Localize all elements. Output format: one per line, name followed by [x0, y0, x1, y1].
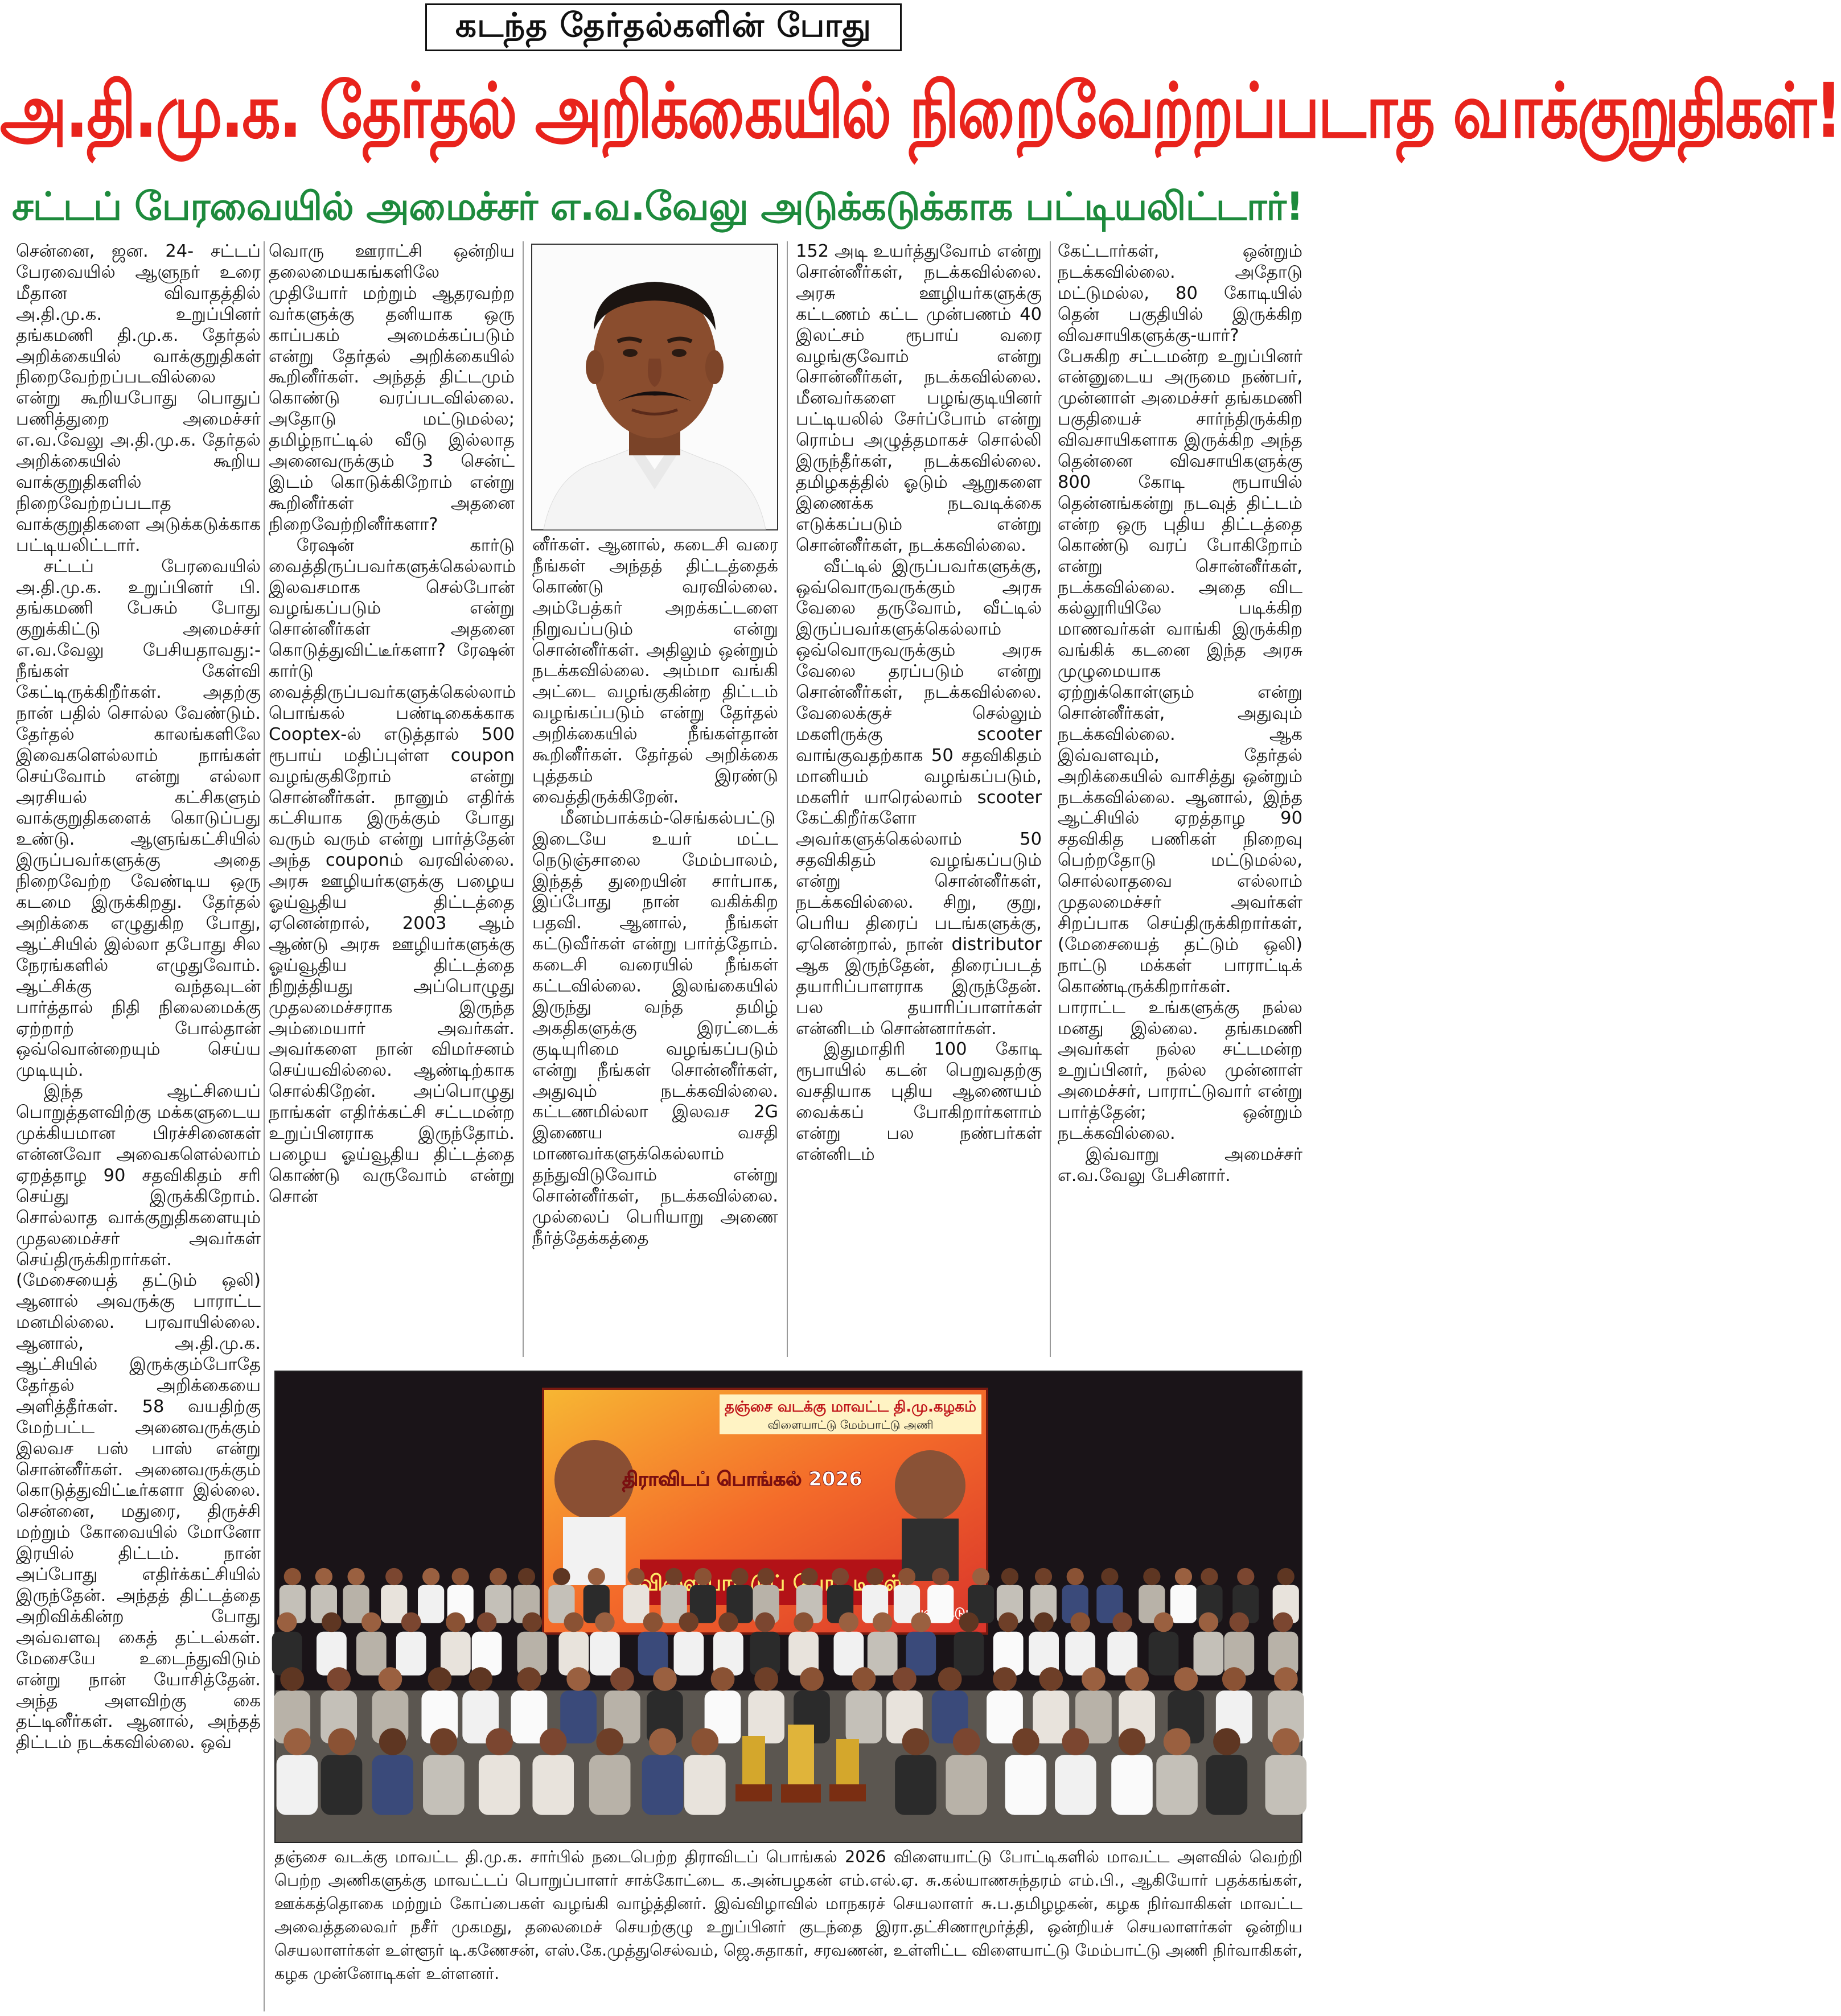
column-rule [1050, 241, 1051, 1357]
subheadline: சட்டப் பேரவையில் அமைச்சர் எ.வ.வேலு அடுக்கடுக்காக பட்டியலிட்டார்! [12, 184, 1303, 229]
crowd-person-head [643, 1612, 663, 1632]
crowd-person-head [1039, 1667, 1063, 1691]
crowd-person-head [932, 1568, 949, 1585]
article-paragraph: இந்த ஆட்சியைப் பொறுத்தளவிற்கு மக்களுடைய முக்கியமான பிரச்சினைகள் என்னவோ அவைகளெல்லாம் ஏறத்தாழ 90 சதவிகிதம் சரி செய்து இருக்கிறோம். சொல்லாத வாக்குறுதிகளையும் முதலமைச்சர் அவர்கள் செய்திருக்கிறார்கள். (மேசையைத் தட்டும் ஒலி) ஆனால் அவருக்கு பாராட்ட மனமில்லை. பரவாயில்லை. ஆனால், அ.தி.மு.க. ஆட்சியில் இருக்கும்போதே தேர்தல் அறிக்கையை அளித்தீர்கள். 58 வயதிற்கு மேற்பட்ட அனைவருக்கும் இலவச பஸ் பாஸ் என்று சொன்னீர்கள். அனைவருக்கும் கொடுத்துவிட்டீர்களா இல்லை. சென்னை, மதுரை, திருச்சி மற்றும் கோவையில் மோனோ இரயில் திட்டம். நான் அப்போது எதிர்க்கட்சியில் இருந்தேன். அந்தத் திட்டத்தை அறிவிக்கின்ற போது அவ்வளவு கைத் தட்டல்கள். மேசையே உடைந்துவிடும் என்று நான் யோசித்தேன். அந்த அளவிற்கு கை தட்டினீர்கள். ஆனால், அந்தத் திட்டம் நடக்கவில்லை. ஒவ் [16, 1081, 261, 1753]
banner-wing: விளையாட்டு மேம்பாட்டு அணி [767, 1418, 934, 1431]
crowd-person-body [846, 1690, 882, 1743]
crowd-person-head [953, 1728, 980, 1755]
crowd-person-body [1194, 1632, 1224, 1676]
crowd-person-head [801, 1568, 818, 1585]
crowd-person-head [540, 1728, 567, 1755]
crowd-person-head [430, 1728, 458, 1755]
article-column-2 [269, 241, 515, 1355]
crowd-person-body [1156, 1755, 1198, 1815]
event-group-photo [274, 1371, 1302, 1843]
crowd-person-head [1272, 1728, 1300, 1755]
crowd-person-head [902, 1728, 930, 1755]
crowd-person-head [401, 1612, 421, 1632]
crowd-person-head [757, 1568, 774, 1585]
minister-portrait [531, 244, 778, 530]
crowd-person-head [665, 1568, 683, 1585]
crowd-person-head [1101, 1568, 1118, 1585]
crowd-person-head [280, 1667, 304, 1691]
crowd-person-head [588, 1568, 605, 1585]
crowd-person-head [711, 1667, 735, 1691]
crowd-person-body [895, 1755, 936, 1815]
crowd-person-head [477, 1612, 497, 1632]
crowd-person-head [284, 1568, 301, 1585]
crowd-person-body [396, 1632, 426, 1676]
article-paragraph: வொரு ஊராட்சி ஒன்றிய தலைமையகங்களிலே முதியோர் மற்றும் ஆதரவற்ற வர்களுக்கு தனியாக ஒரு காப்பகம் அமைக்கப்படும் என்று தேர்தல் அறிக்கையில் கூறினீர்கள். அந்தத் திட்டமும் கொண்டு வரப்படவில்லை. அதோடு மட்டுமல்ல; தமிழ்நாட்டில் வீடு இல்லாத அனைவருக்கும் 3 சென்ட் இடம் கொடுக்கிறோம் என்று கூறினீர்கள் அதனை நிறைவேற்றினீர்களா? [269, 241, 515, 534]
crowd-person-head [938, 1667, 962, 1691]
crowd-person-body [560, 1690, 597, 1743]
crowd-person-head [755, 1612, 775, 1632]
crowd-person-head [1274, 1667, 1298, 1691]
crowd-person-head [1230, 1612, 1250, 1632]
crowd-person-head [718, 1612, 738, 1632]
crowd-person-body [479, 1755, 520, 1815]
crowd-person-head [794, 1612, 813, 1632]
crowd-person-head [898, 1568, 915, 1585]
crowd-person-head [1154, 1612, 1174, 1632]
crowd-person-head [1070, 1612, 1090, 1632]
crowd-person-head [379, 1728, 406, 1755]
crowd-person-head [1201, 1568, 1218, 1585]
article-paragraph: சட்டப் பேரவையில் அ.தி.மு.க. உறுப்பினர் பி. தங்கமணி பேசும் போது குறுக்கிட்டு அமைச்சர் எ.வ.வேலு பேசியதாவது:- நீங்கள் கேள்வி கேட்டிருக்கிறீர்கள். அதற்கு நான் பதில் சொல்ல வேண்டும். தேர்தல் காலங்களிலே இவைகளெல்லாம் நாங்கள் செய்வோம் என்று எல்லா அரசியல் கட்சிகளும் வாக்குறுதிகளைக் கொடுப்பது உண்டு. ஆளுங்கட்சியில் இருப்பவர்களுக்கு அதை நிறைவேற்ற வேண்டிய ஒரு கடமை இருக்கிறது. தேர்தல் அறிக்கை எழுதுகிற போது, ஆட்சியில் இல்லா தபோது சில நேரங்களில் எழுதுவோம். ஆட்சிக்கு வந்தவுடன் பார்த்தால் நிதி நிலைமைக்கு ஏற்றாற் போல்தான் ஒவ்வொன்றையும் செய்ய முடியும். [16, 556, 261, 1081]
crowd-person-head [959, 1612, 979, 1632]
crowd-person-head [596, 1728, 623, 1755]
column-rule [523, 241, 524, 1357]
crowd-person-head [422, 1568, 439, 1585]
crowd-person-head [517, 1667, 541, 1691]
crowd-person-head [832, 1568, 849, 1585]
crowd-person-body [673, 1632, 704, 1676]
crowd-person-head [1012, 1728, 1039, 1755]
crowd-person-head [322, 1612, 342, 1632]
crowd-person-head [800, 1667, 824, 1691]
crowd-person-body [1206, 1755, 1248, 1815]
crowd-person-body [372, 1755, 413, 1815]
crowd-person-body [927, 1585, 954, 1623]
crowd-person-head [564, 1612, 584, 1632]
crowd-person-body [532, 1755, 574, 1815]
crowd-person-head [566, 1667, 590, 1691]
headline: அ.தி.மு.க. தேர்தல் அறிக்கையில் நிறைவேற்றப்படாத வாக்குறுதிகள்! [0, 67, 1841, 155]
crowd-person-head [852, 1667, 876, 1691]
crowd-person-head [490, 1568, 507, 1585]
crowd-person-head [649, 1728, 676, 1755]
crowd-person-body [868, 1632, 898, 1676]
group-photo-illustration [276, 1372, 1301, 1842]
crowd-person-head [446, 1612, 466, 1632]
crowd-person-head [1034, 1612, 1054, 1632]
crowd-person-body [356, 1632, 387, 1676]
crowd-person-head [1143, 1568, 1160, 1585]
article-paragraph: இவ்வாறு அமைச்சர் எ.வ.வேலு பேசினார். [1058, 1144, 1302, 1186]
crowd-person-head [523, 1612, 543, 1632]
crowd-person-head [595, 1612, 615, 1632]
crowd-person-head [315, 1568, 332, 1585]
crowd-person-head [553, 1568, 570, 1585]
crowd-person-head [1082, 1667, 1106, 1691]
crowd-person-head [379, 1667, 402, 1691]
article-paragraph: மீனம்பாக்கம்-செங்கல்பட்டு இடையே உயர் மட்ட நெடுஞ்சாலை மேம்பாலம், இந்தத் துறையின் சார்பாக, இப்போது நான் வகிக்கிற பதவி. ஆனால், நீங்கள் கட்டுவீர்கள் என்று பார்த்தோம். கடைசி வரையில் நீங்கள் கட்டவில்லை. இலங்கையில் இருந்து வந்த தமிழ் அகதிகளுக்கு இரட்டைக் குடியுரிமை வழங்கப்படும் என்று நீங்கள் சொன்னீர்கள், அதுவும் நடக்கவில்லை. கட்டணமில்லா இலவச 2G இணைய வசதி மாணவர்களுக்கெல்லாம் தந்துவிடுவோம் என்று சொன்னீர்கள், நடக்கவில்லை. முல்லைப் பெரியாறு அணை நீர்த்தேக்கத்தை [532, 808, 778, 1248]
crowd-person-head [1237, 1568, 1254, 1585]
crowd-person-body [1149, 1632, 1179, 1676]
crowd-person-head [1213, 1728, 1240, 1755]
crowd-person-body [954, 1632, 984, 1676]
crowd-person-head [1067, 1568, 1084, 1585]
crowd-person-body [1055, 1755, 1096, 1815]
crowd-person-head [692, 1728, 719, 1755]
crowd-person-head [972, 1568, 989, 1585]
crowd-person-head [428, 1667, 451, 1691]
article-paragraph: கேட்டார்கள், ஒன்றும் நடக்கவில்லை. அதோடு மட்டுமல்ல, 80 கோடியில் தென் பகுதியில் இருக்கிற விவசாயிகளுக்கு-யார்? பேசுகிற சட்டமன்ற உறுப்பினர் என்னுடைய அருமை நண்பர், முன்னாள் அமைச்சர் தங்கமணி பகுதியைச் சார்ந்திருக்கிற விவசாயிகளாக இருக்கிற அந்த தென்னை விவசாயிகளுக்கு 800 கோடி ரூபாயில் தென்னங்கன்று நடவுத் திட்டம் என்ற ஒரு புதிய திட்டத்தை கொண்டு வரப் போகிறோம் என்று சொன்னீர்கள், நடக்கவில்லை. அதை விட கல்லூரியிலே படிக்கிற மாணவர்கள் வாங்கி இருக்கிற வங்கிக் கடனை இந்த அரசு முழுமையாக ஏற்றுக்கொள்ளும் என்று சொன்னீர்கள், அதுவும் நடக்கவில்லை. ஆக இவ்வளவும், தேர்தல் அறிக்கையில் வாசித்து ஒன்றும் நடக்கவில்லை. ஆனால், இந்த ஆட்சியில் ஏறத்தாழ 90 சதவிகித பணிகள் நிறைவு பெற்றதோடு மட்டுமல்ல, சொல்லாதவை எல்லாம் முதலமைச்சர் அவர்கள் சிறப்பாக செய்திருக்கிறார்கள், (மேசையைத் தட்டும் ஒலி) நாட்டு மக்கள் பாராட்டிக் கொண்டிருக்கிறார்கள். பாராட்ட உங்களுக்கு நல்ல மனது இல்லை. தங்கமணி அவர்கள் நல்ல சட்டமன்ற உறுப்பினர், நல்ல முன்னாள் அமைச்சர், பாராட்டுவார் என்று பார்த்தேன்; ஒன்றும் நடக்கவில்லை. [1058, 241, 1302, 1144]
crowd-person-head [754, 1667, 778, 1691]
kicker-label: கடந்த தேர்தல்களின் போது [425, 3, 902, 51]
banner-games-title: விளையாட்டுப் போட்டிகள் [638, 1570, 903, 1595]
crowd-person-head [1112, 1612, 1132, 1632]
crowd-person-head [911, 1612, 931, 1632]
crowd-person-body [1005, 1755, 1047, 1815]
banner-organization: தஞ்சை வடக்கு மாவட்ட தி.மு.கழகம் [725, 1398, 976, 1416]
crowd-person-head [679, 1612, 699, 1632]
crowd-person-head [839, 1612, 859, 1632]
crowd-person-head [610, 1667, 634, 1691]
crowd-person-body [748, 1690, 784, 1743]
crowd-person-head [1125, 1667, 1149, 1691]
crowd-person-head [1001, 1568, 1018, 1585]
crowd-person-body [590, 1632, 620, 1676]
crowd-person-head [328, 1728, 355, 1755]
crowd-person-head [627, 1568, 644, 1585]
crowd-person-body [423, 1755, 465, 1815]
crowd-person-head [1273, 1612, 1293, 1632]
crowd-person-head [283, 1728, 311, 1755]
crowd-person-head [993, 1667, 1017, 1691]
crowd-person-head [1035, 1568, 1052, 1585]
article-column-4 [796, 241, 1042, 1355]
article-column-1 [16, 241, 261, 2006]
article-column-3 [532, 535, 778, 1355]
crowd-person-head [653, 1667, 677, 1691]
crowd-person-head [518, 1568, 535, 1585]
crowd-person-head [469, 1667, 492, 1691]
crowd-person-body [946, 1755, 987, 1815]
column-rule [264, 241, 265, 2011]
article-paragraph: இதுமாதிரி 100 கோடி ரூபாயில் கடன் பெறுவதற்கு வசதியாக புதிய ஆணையம் வைக்கப் போகிறார்களாம் என்று பல நண்பர்கள் என்னிடம் [796, 1039, 1042, 1165]
crowd-person-head [866, 1568, 883, 1585]
photo-caption: தஞ்சை வடக்கு மாவட்ட தி.மு.க. சார்பில் நடைபெற்ற திராவிடப் பொங்கல் 2026 விளையாட்டு போட்டிகளில் மாவட்ட அளவில் வெற்றி பெற்ற அணிகளுக்கு மாவட்டப் பொறுப்பாளர் சாக்கோட்டை க.அன்பழகன் எம்.எல்.ஏ. சு.கல்யாணசுந்தரம் எம்.பி., ஆகியோர் பதக்கங்கள், ஊக்கத்தொகை மற்றும் கோப்பைகள் வழங்கி வாழ்த்தினர். இவ்விழாவில் மாநகரச் செயலாளர் சு.ப.தமிழழகன், கழக நிர்வாகிகள் மாவட்ட அவைத்தலைவர் நசீர் முகமது, தலைமைச் செயற்குழு உறுப்பினர் குடந்தை இரா.தட்சிணாமூர்த்தி, ஒன்றியச் செயலாளர்கள் ஒன்றிய செயலாளர்கள் உள்ளூர் டி.கணேசன், எஸ்.கே.முத்துசெல்வம், ஜெ.சுதாகர், சரவணன், உள்ளிட்ட விளையாட்டு மேம்பாட்டு அணி நிர்வாகிகள், கழக முன்னோடிகள் உள்ளனர். [274, 1848, 1302, 1983]
crowd-person-head [361, 1612, 381, 1632]
crowd-person-head [385, 1568, 402, 1585]
crowd-person-head [1175, 1568, 1192, 1585]
article-column-5 [1058, 241, 1302, 1355]
crowd-person-head [1164, 1728, 1191, 1755]
crowd-person-body [1265, 1755, 1307, 1815]
crowd-person-body [1170, 1585, 1197, 1623]
crowd-person-body [589, 1755, 631, 1815]
crowd-person-head [998, 1612, 1018, 1632]
article-paragraph: வீட்டில் இருப்பவர்களுக்கு, ஒவ்வொருவருக்கும் அரசு வேலை தருவோம், வீட்டில் இருப்பவர்களுக்கெல்லாம் ஒவ்வொருவருக்கும் அரசு வேலை தரப்படும் என்று சொன்னீர்கள், நடக்கவில்லை. வேலைக்குச் செல்லும் மகளிருக்கு scooter வாங்குவதற்காக 50 சதவிகிதம் மானியம் வழங்கப்படும், மகளிர் யாரெல்லாம் scooter கேட்கிறீர்களோ அவர்களுக்கெல்லாம் 50 சதவிகிதம் வழங்கப்படும் என்று சொன்னீர்கள், நடக்கவில்லை. சிறு, குறு, பெரிய திரைப் படங்களுக்கு, ஏனென்றால், நான் distributor ஆக இருந்தேன், திரைப்படத் தயாரிப்பாளராக இருந்தேன். பல தயாரிப்பாளர்கள் என்னிடம் சொன்னார்கள். [796, 556, 1042, 1039]
crowd-person-head [1174, 1667, 1198, 1691]
crowd-person-body [642, 1755, 684, 1815]
article-paragraph: சென்னை, ஜன. 24- சட்டப் பேரவையில் ஆளுநர் உரை மீதான விவாதத்தில் அ.தி.மு.க. உறுப்பினர் தங்கமணி தி.மு.க. தேர்தல் அறிக்கையில் வாக்குறுதிகள் நிறைவேற்றப்படவில்லை என்று கூறியபோது பொதுப் பணித்துறை அமைச்சர் எ.வ.வேலு அ.தி.மு.க. தேர்தல் அறிக்கையில் கூறிய வாக்குறுதிகளில் நிறைவேற்றப்படாத வாக்குறுதிகளை அடுக்கடுக்காக பட்டியலிட்டார். [16, 241, 261, 556]
crowd-person-head [1222, 1667, 1246, 1691]
crowd-person-head [347, 1568, 364, 1585]
crowd-person-head [1062, 1728, 1090, 1755]
crowd-person-body [277, 1755, 318, 1815]
crowd-person-head [486, 1728, 513, 1755]
crowd-person-head [327, 1667, 351, 1691]
crowd-person-head [1119, 1728, 1146, 1755]
crowd-person-head [1277, 1568, 1295, 1585]
article-paragraph: ரேஷன் கார்டு வைத்திருப்பவர்களுக்கெல்லாம் இலவசமாக செல்போன் வழங்கப்படும் என்று சொன்னீர்கள் அதனை கொடுத்துவிட்டீர்களா? ரேஷன் கார்டு வைத்திருப்பவர்களுக்கெல்லாம் பொங்கல் பண்டிகைக்காக Cooptex-ல் எடுத்தால் 500 ரூபாய் மதிப்புள்ள coupon வழங்குகிறோம் என்று சொன்னீர்கள். நானும் எதிர்க் கட்சியாக இருக்கும் போது வரும் வரும் என்று பார்த்தேன் அந்த couponம் வரவில்லை. அரசு ஊழியர்களுக்கு பழைய ஓய்வூதிய திட்டத்தை ஏனென்றால், 2003 ஆம் ஆண்டு அரசு ஊழியர்களுக்கு ஓய்வூதிய திட்டத்தை நிறுத்தியது அப்பொழுது முதலமைச்சராக இருந்த அம்மையார் அவர்கள். அவர்களை நான் விமர்சனம் செய்யவில்லை. ஆண்டிற்காக சொல்கிறேன். அப்பொழுது நாங்கள் எதிர்க்கட்சி சட்டமன்ற உறுப்பினராக இருந்தோம். பழைய ஓய்வூதிய திட்டத்தை கொண்டு வருவோம் என்று சொன் [269, 535, 516, 1207]
column-rule [787, 241, 788, 1357]
crowd-person-body [418, 1585, 444, 1623]
crowd-person-head [873, 1612, 893, 1632]
crowd-person-head [893, 1667, 917, 1691]
crowd-person-head [277, 1612, 297, 1632]
article-paragraph: 152 அடி உயர்த்துவோம் என்று சொன்னீர்கள், நடக்கவில்லை. அரசு ஊழியர்களுக்கு கட்டணம் கட்ட முன்பணம் 40 இலட்சம் ரூபாய் வரை வழங்குவோம் என்று சொன்னீர்கள், நடக்கவில்லை. மீனவர்களை பழங்குடியினர் பட்டியலில் சேர்ப்போம் என்று ரொம்ப அழுத்தமாகச் சொல்லி இருந்தீர்கள், நடக்கவில்லை. தமிழகத்தில் ஓடும் ஆறுகளை இணைக்க நடவடிக்கை எடுக்கப்படும் என்று சொன்னீர்கள், நடக்கவில்லை. [796, 241, 1042, 556]
banner-event-title: திராவிடப் பொங்கல் 2026 [622, 1468, 862, 1491]
crowd-person-body [684, 1755, 726, 1815]
crowd-person-head [452, 1568, 469, 1585]
portrait-illustration [532, 245, 777, 529]
crowd-person-body [1111, 1755, 1153, 1815]
crowd-person-head [1199, 1612, 1219, 1632]
crowd-person-body [321, 1755, 363, 1815]
crowd-person-head [731, 1568, 748, 1585]
crowd-person-head [695, 1568, 712, 1585]
article-paragraph: னீர்கள். ஆனால், கடைசி வரை நீங்கள் அந்தத் திட்டத்தைக் கொண்டு வரவில்லை. அம்பேத்கர் அறக்கட்டளை நிறுவப்படும் என்று சொன்னீர்கள். அதிலும் ஒன்றும் நடக்கவில்லை. அம்மா வங்கி அட்டை வழங்குகின்ற திட்டம் வழங்கப்படும் என்று தேர்தல் அறிக்கையில் நீங்கள்தான் கூறினீர்கள். தேர்தல் அறிக்கை புத்தகம் இரண்டு வைத்திருக்கிறேன். [532, 535, 778, 807]
